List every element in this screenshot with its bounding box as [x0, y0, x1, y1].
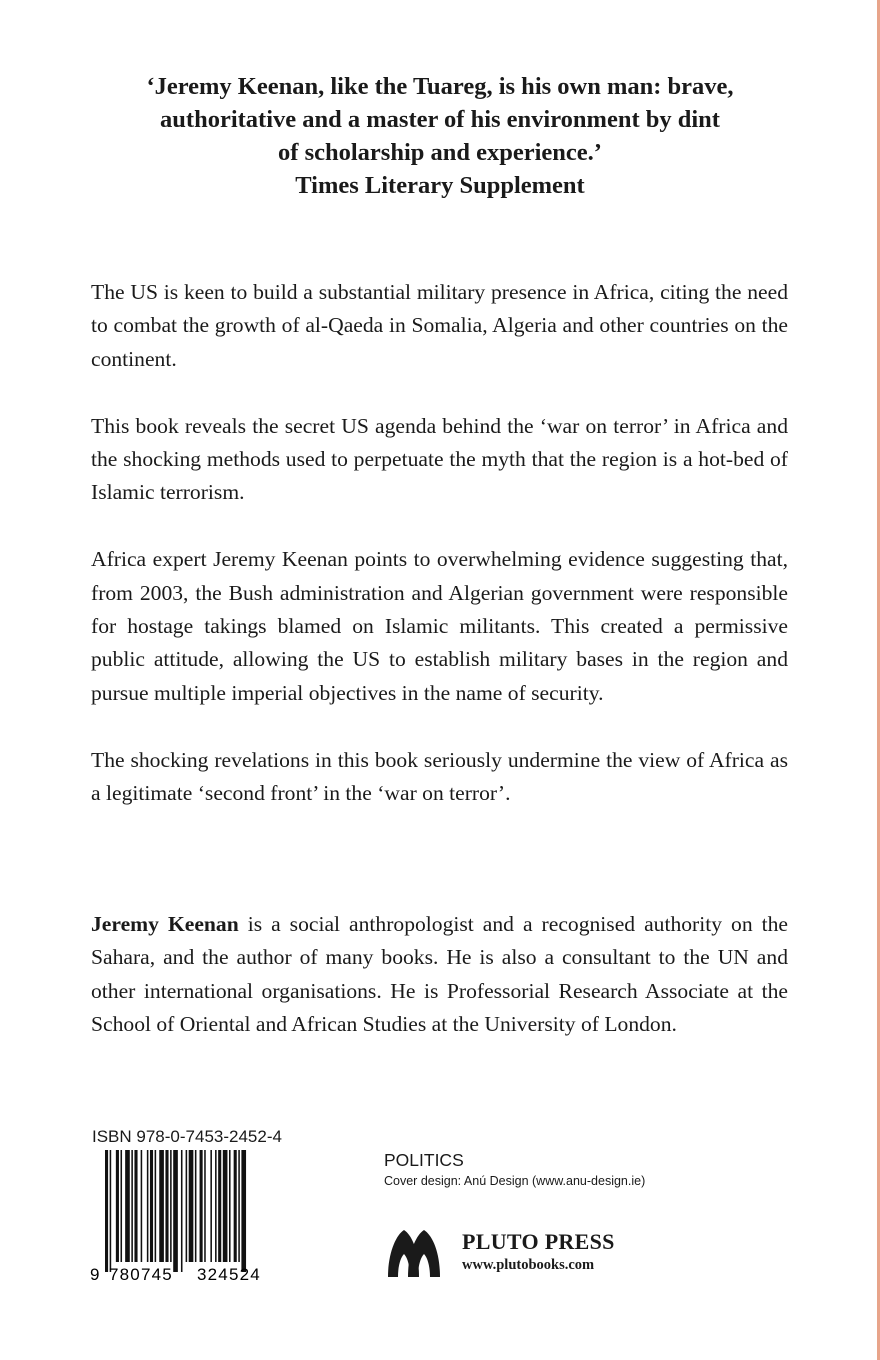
blurb-paragraph: Africa expert Jeremy Keenan points to overwhelming evidence suggesting that, from 2003, the Bush administration and Algerian government were responsible for hostage takings blamed on Islamic militants. This created a permissive public attitude, allowing the US to establish military bases in the region and pursue multiple imperial objectives in the name of security.	[91, 547, 788, 705]
barcode-bar	[241, 1150, 246, 1272]
barcode-bar	[189, 1150, 194, 1262]
barcode-bar	[223, 1150, 228, 1262]
barcode-bar	[116, 1150, 119, 1262]
author-bio	[91, 908, 788, 1042]
barcode-bar	[204, 1150, 206, 1262]
barcode-digit-lead: 9	[90, 1265, 100, 1282]
barcode-bar	[125, 1150, 130, 1262]
quote-line: ‘Jeremy Keenan, like the Tuareg, is his own man: brave,	[146, 73, 734, 100]
isbn-barcode	[89, 1150, 281, 1282]
publisher-url: www.plutobooks.com	[462, 1257, 595, 1273]
cover-design-credit: Cover design: Anú Design (www.anu-design.ie)	[384, 1174, 646, 1188]
blurb	[91, 276, 788, 844]
barcode-bar	[215, 1150, 217, 1262]
barcode-bar	[147, 1150, 149, 1262]
barcode-bar	[238, 1150, 240, 1262]
blurb-paragraph: The US is keen to build a substantial military presence in Africa, citing the need to combat the growth of al-Qaeda in Somalia, Algeria and other countries on the continent.	[91, 280, 788, 371]
barcode-bar	[195, 1150, 197, 1262]
category-label: POLITICS	[384, 1150, 464, 1170]
barcode-bar	[165, 1150, 168, 1262]
barcode-bar	[234, 1150, 237, 1262]
barcode-bar	[181, 1150, 183, 1272]
barcode-bar	[159, 1150, 164, 1262]
barcode-bar	[173, 1150, 178, 1272]
quote-line: of scholarship and experience.’	[278, 139, 602, 166]
barcode-bar	[150, 1150, 153, 1262]
blurb-paragraph: The shocking revelations in this book seriously undermine the view of Africa as a legitimate ‘second front’ in the ‘war on terror’.	[91, 747, 788, 806]
quote-line: authoritative and a master of his environment by dint	[160, 106, 720, 133]
barcode-bar	[229, 1150, 231, 1262]
barcode-bar	[134, 1150, 137, 1262]
publisher-name: PLUTO PRESS	[462, 1229, 615, 1254]
isbn-label: ISBN 978-0-7453-2452-4	[92, 1127, 282, 1146]
barcode-bar	[170, 1150, 172, 1262]
barcode-digit-right: 324524	[197, 1265, 261, 1282]
barcode-bar	[200, 1150, 203, 1262]
barcode-bar	[155, 1150, 157, 1262]
barcode-bar	[110, 1150, 112, 1272]
barcode-bar	[210, 1150, 212, 1262]
pluto-press-logo-icon	[386, 1227, 442, 1279]
blurb-paragraph: This book reveals the secret US agenda behind the ‘war on terror’ in Africa and the shocking methods used to perpetuate the myth that the region is a hot-bed of Islamic terrorism.	[91, 413, 788, 505]
author-bio-text: is a social anthropologist and a recognised authority on the Sahara, and the author of many books. He is also a consultant to the UN and other international organisations. He is Professorial Research Associate at the School of Oriental and African Studies at the University of London.	[91, 912, 788, 1037]
author-name: Jeremy Keenan	[91, 912, 239, 936]
barcode-bar	[186, 1150, 188, 1262]
barcode-bar	[105, 1150, 108, 1272]
quote-source: Times Literary Supplement	[295, 172, 585, 199]
barcode-digit-left: 780745	[109, 1265, 173, 1282]
barcode-bar	[141, 1150, 143, 1262]
barcode-bar	[218, 1150, 221, 1262]
barcode-bar	[121, 1150, 123, 1262]
review-quote	[60, 70, 820, 202]
barcode-bar	[131, 1150, 133, 1262]
